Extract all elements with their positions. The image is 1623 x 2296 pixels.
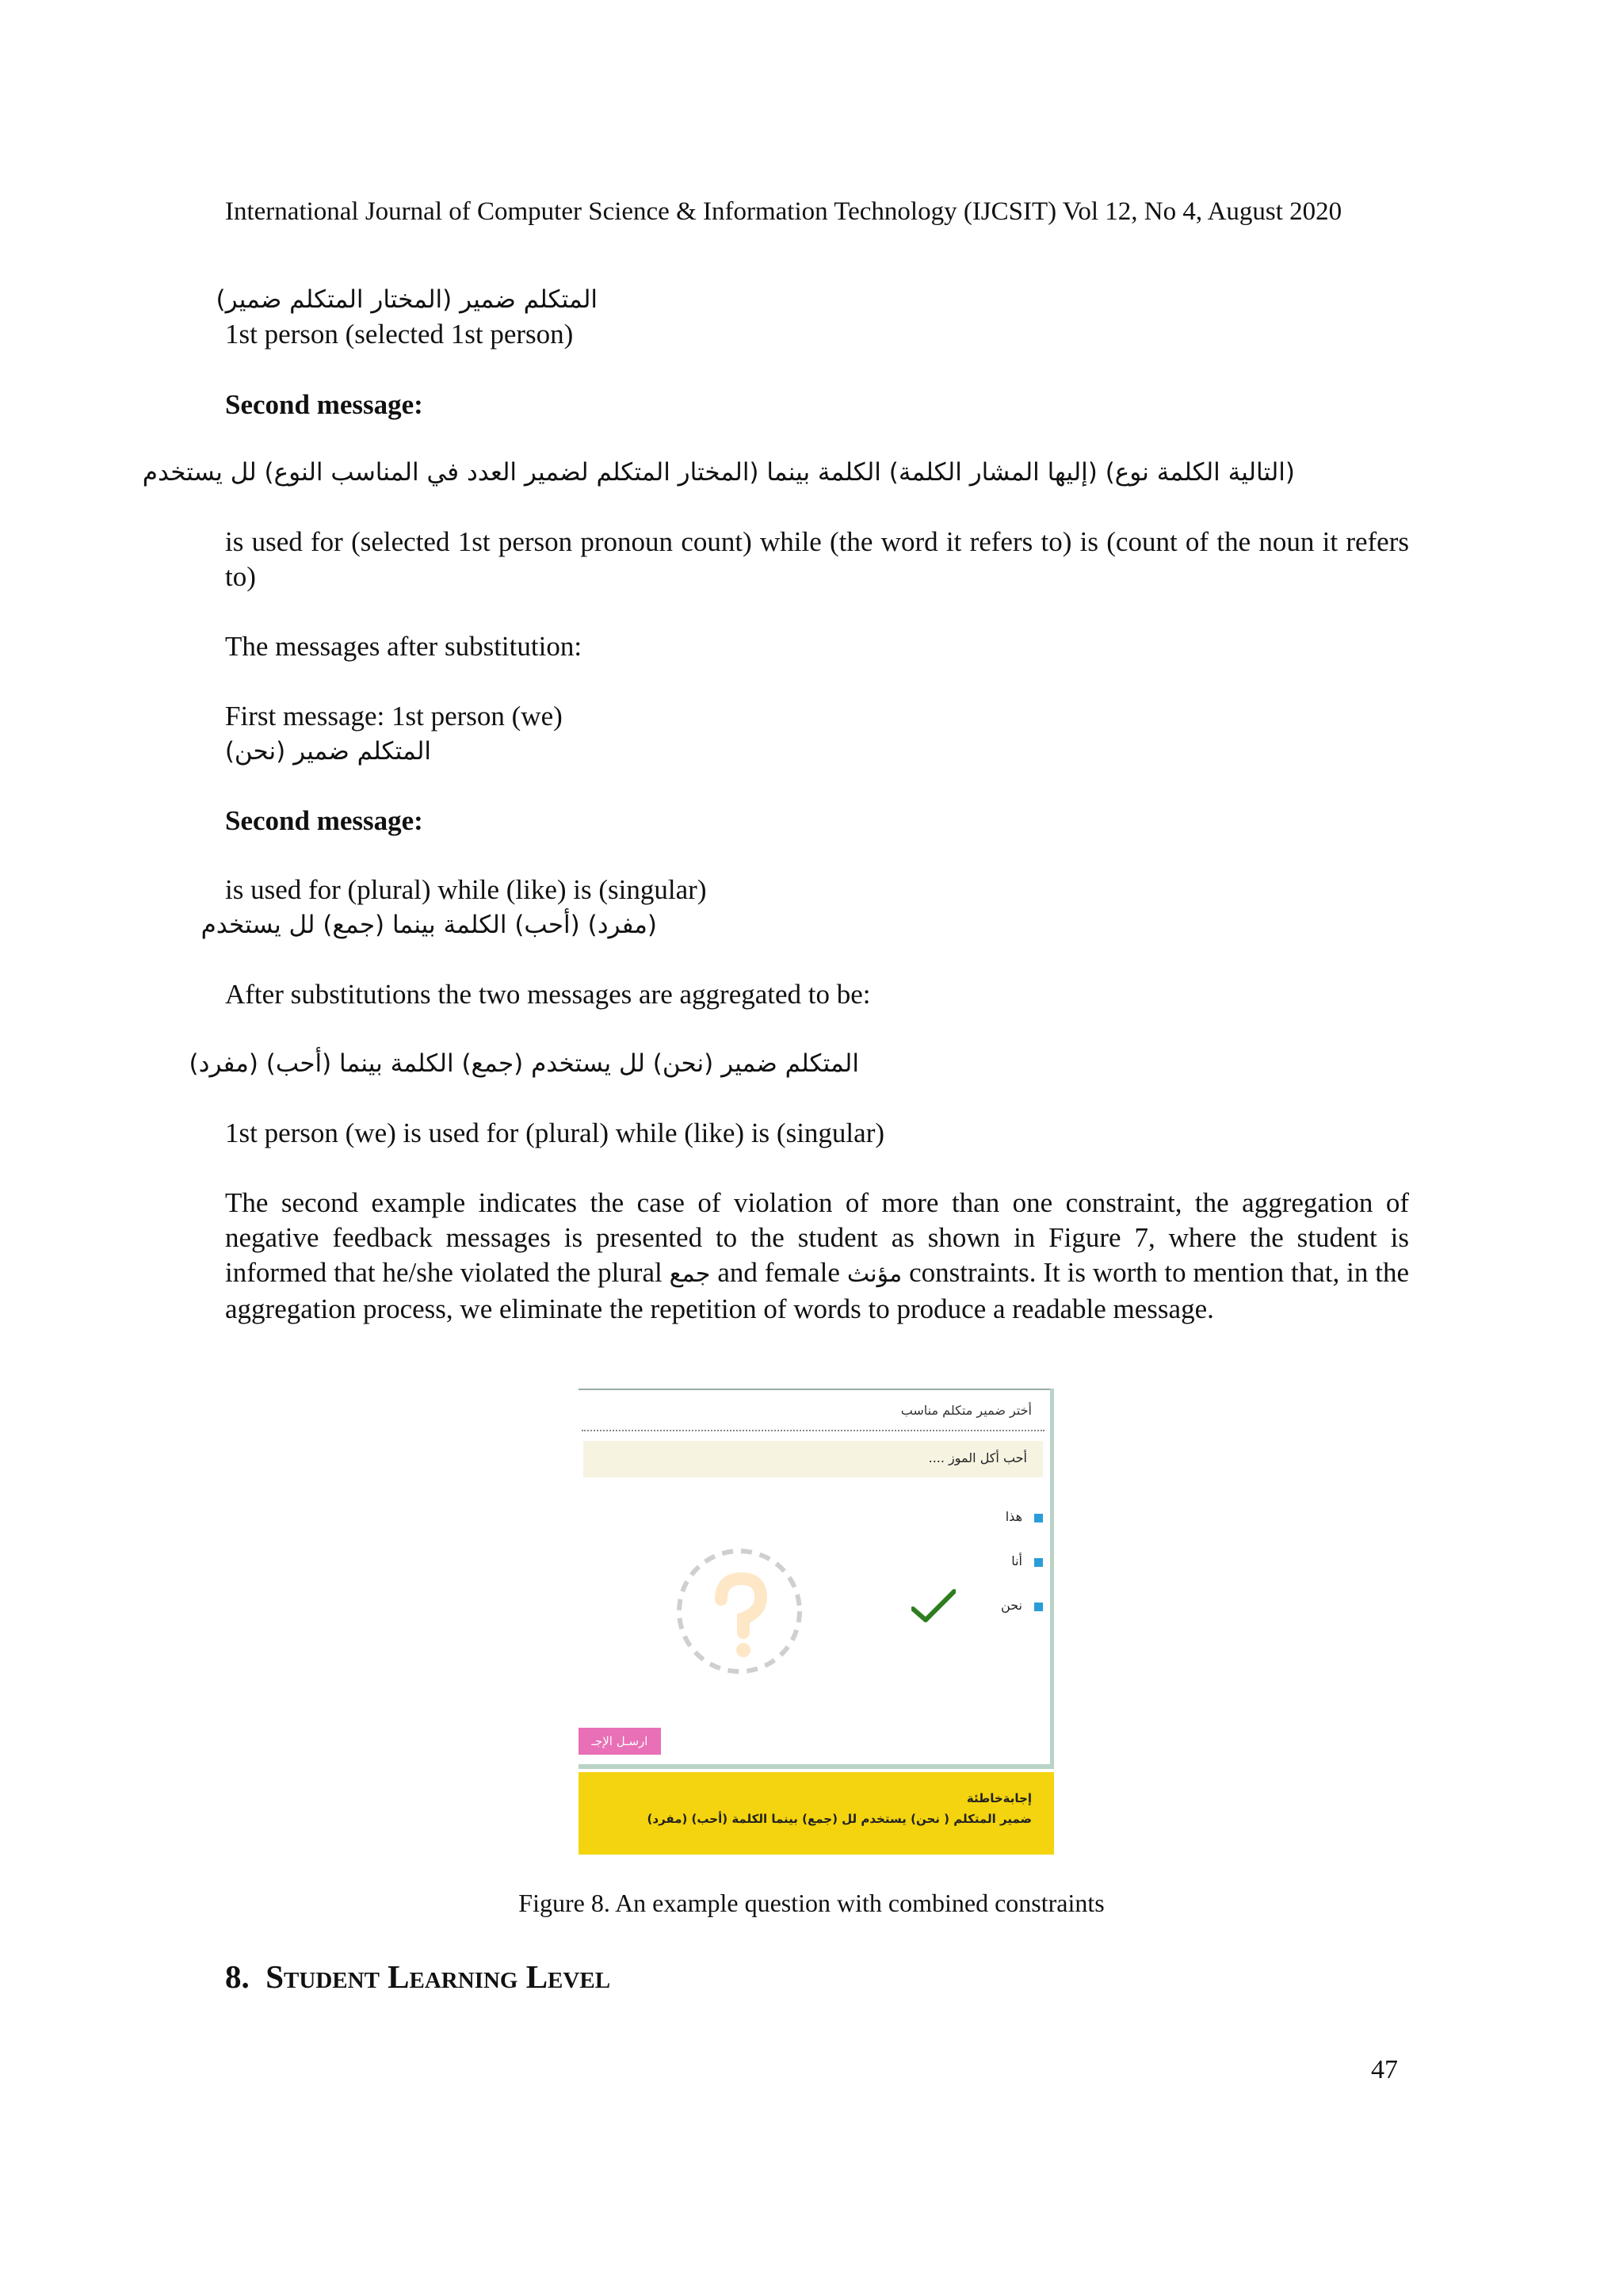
question-text: أحب أكل الموز .... xyxy=(928,1450,1027,1465)
option-ana[interactable]: أنا xyxy=(1011,1553,1022,1568)
figure-caption: Figure 8. An example question with combined constraints xyxy=(518,1889,1105,1917)
figure-frame-bottom xyxy=(579,1764,1054,1769)
aggregated-message-english: 1st person (we) is used for (plural) while (like) is (singular) xyxy=(225,1117,885,1148)
paragraph-part-1: The second example indicates the case of violation of more than one constraint, the aggregation of negative feedback messages is presented to the student as shown in Figure 7, where the student is informed that he/she violated the plural xyxy=(225,1187,1409,1288)
feedback-panel xyxy=(579,1772,1054,1855)
section-number: 8. xyxy=(225,1958,250,1995)
question-box xyxy=(583,1441,1043,1477)
feedback-message: ضمير المتكلم ( نحن) يستخدم لل (جمع) بينما الكلمة (أحب) (مفرد) xyxy=(647,1812,1032,1826)
heading-second-message-2: Second message: xyxy=(225,805,423,836)
send-answer-button[interactable]: ارسـل الإجـ xyxy=(579,1728,661,1755)
first-message-substituted-arabic: المتكلم ضمير (نحن) xyxy=(224,737,431,766)
checkmark-icon xyxy=(911,1588,956,1623)
feedback-title: إجابةخاطئة xyxy=(966,1791,1032,1805)
dotted-divider xyxy=(582,1430,1044,1431)
option-bullet-icon xyxy=(1034,1603,1043,1611)
after-substitution-label: The messages after substitution: xyxy=(225,631,582,662)
figure-right-border xyxy=(1050,1389,1054,1769)
journal-header: International Journal of Computer Science & Information Technology (IJCSIT) Vol 12, No 4, August 2020 xyxy=(225,197,1342,226)
female-word-arabic: مؤنث xyxy=(846,1260,903,1288)
first-message-english: 1st person (selected 1st person) xyxy=(225,319,574,350)
first-message-arabic: المتكلم ضمير (المختار المتكلم ضمير) xyxy=(216,285,598,314)
heading-second-message-1: Second message: xyxy=(225,389,423,420)
question-mark-watermark-icon xyxy=(672,1544,807,1679)
figure-8-screenshot xyxy=(579,1389,1054,1855)
option-bullet-icon xyxy=(1034,1558,1043,1567)
second-message-substituted: is used for (plural) while (like) is (singular) xyxy=(225,874,707,905)
second-message-arabic-template: (التالية الكلمة نوع) (إليها المشار الكلمة) الكلمة بينما (المختار المتكلم لضمير العدد في المناسب النوع) لل يستخدم xyxy=(142,458,1295,487)
option-nahnu[interactable]: نحن xyxy=(1001,1598,1022,1613)
second-message-substituted-arabic: (مفرد) (أحب) الكلمة بينما (جمع) لل يستخدم xyxy=(200,911,657,939)
paragraph-part-2: and female xyxy=(717,1257,840,1288)
aggregation-label: After substitutions the two messages are aggregated to be: xyxy=(225,979,871,1010)
option-hadha[interactable]: هذا xyxy=(1005,1509,1022,1524)
first-message-substituted: First message: 1st person (we) xyxy=(225,701,563,732)
figure-top-border xyxy=(579,1389,1054,1390)
aggregated-message-arabic: المتكلم ضمير (نحن) لل يستخدم (جمع) الكلمة بينما (أحب) (مفرد) xyxy=(189,1049,859,1078)
paragraph-part-3: constraints. It is worth to mention that, in the aggregation process, we eliminate the repetition of words to produce a readable message. xyxy=(225,1257,1409,1324)
question-instruction: أختر ضمير متكلم مناسب xyxy=(900,1403,1032,1418)
option-bullet-icon xyxy=(1034,1514,1043,1522)
page-number: 47 xyxy=(1371,2055,1398,2084)
section-heading xyxy=(225,1956,610,1997)
second-message-english-template: is used for (selected 1st person pronoun count) while (the word it refers to) is (count of the noun it refers to) xyxy=(225,526,1409,592)
section-title: Student Learning Level xyxy=(265,1958,611,1995)
body-paragraph xyxy=(225,1186,1409,1327)
plural-word-arabic: جمع xyxy=(669,1260,711,1288)
